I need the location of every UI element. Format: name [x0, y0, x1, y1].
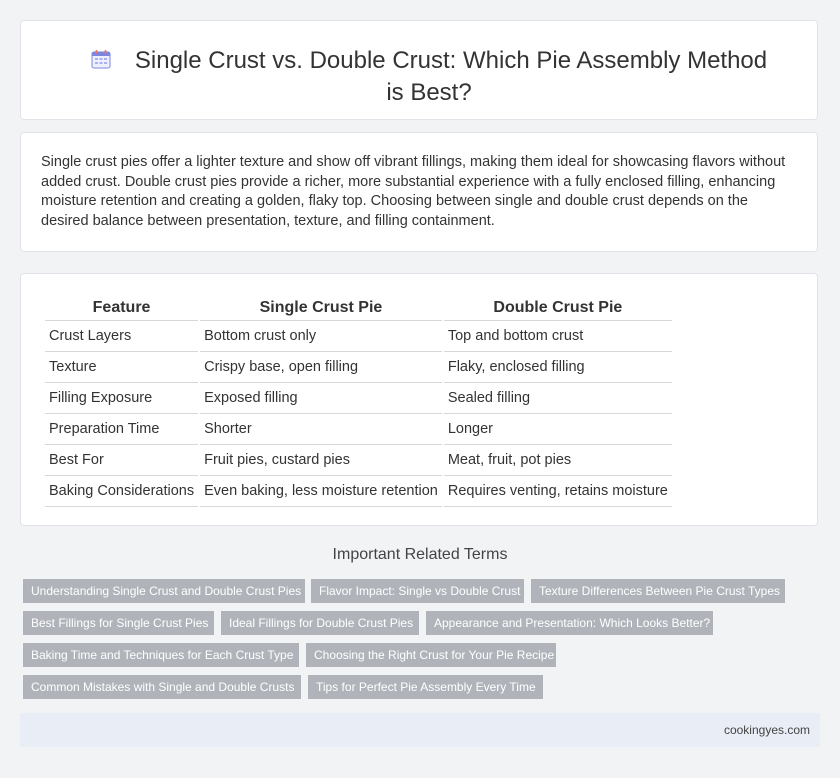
table-cell: Texture [45, 352, 198, 383]
column-header: Feature [45, 294, 198, 321]
table-cell: Best For [45, 445, 198, 476]
table-cell: Flaky, enclosed filling [444, 352, 672, 383]
table-row [45, 321, 672, 352]
summary-card [20, 132, 818, 252]
header-card [20, 20, 818, 120]
table-cell: Filling Exposure [45, 383, 198, 414]
related-term-tag[interactable]: Tips for Perfect Pie Assembly Every Time [308, 675, 543, 699]
table-cell: Sealed filling [444, 383, 672, 414]
table-cell: Meat, fruit, pot pies [444, 445, 672, 476]
page-title [81, 45, 777, 109]
related-term-tag[interactable]: Understanding Single Crust and Double Crust Pies [23, 579, 305, 603]
footer [20, 713, 820, 747]
summary-text: Single crust pies offer a lighter texture and show off vibrant fillings, making them ideal for showcasing flavors without added crust. Double crust pies provide a richer, more substantial experience with a fully enclosed filling, enhancing moisture retention and creating a golden, flaky top. Choosing between single and double crust depends on the desired balance between presentation, texture, and filling containment. [41, 154, 786, 229]
related-term-tag[interactable]: Baking Time and Techniques for Each Crust Type [23, 643, 299, 667]
table-row [45, 383, 672, 414]
page-title-text: Single Crust vs. Double Crust: Which Pie Assembly Method is Best? [134, 47, 768, 106]
column-header: Single Crust Pie [200, 294, 442, 321]
related-term-tag[interactable]: Flavor Impact: Single vs Double Crust [311, 579, 524, 603]
table-row [45, 476, 672, 507]
comparison-table [43, 294, 674, 507]
table-cell: Fruit pies, custard pies [200, 445, 442, 476]
table-cell: Crust Layers [45, 321, 198, 352]
table-cell: Baking Considerations [45, 476, 198, 507]
comparison-table-card [20, 273, 818, 526]
table-cell: Exposed filling [200, 383, 442, 414]
table-cell: Crispy base, open filling [200, 352, 442, 383]
related-terms-title: Important Related Terms [332, 546, 508, 563]
footer-site-name: cookingyes.com [723, 723, 810, 737]
column-header: Double Crust Pie [444, 294, 672, 321]
related-term-tag[interactable]: Appearance and Presentation: Which Looks Better? [426, 611, 713, 635]
table-row [45, 352, 672, 383]
table-cell: Top and bottom crust [444, 321, 672, 352]
table-cell: Bottom crust only [200, 321, 442, 352]
table-cell: Longer [444, 414, 672, 445]
table-row [45, 414, 672, 445]
table-cell: Shorter [200, 414, 442, 445]
related-term-tag[interactable]: Best Fillings for Single Crust Pies [23, 611, 214, 635]
table-header-row [45, 294, 672, 321]
related-term-tag[interactable]: Ideal Fillings for Double Crust Pies [221, 611, 419, 635]
related-term-tag[interactable]: Common Mistakes with Single and Double Crusts [23, 675, 301, 699]
table-cell: Requires venting, retains moisture [444, 476, 672, 507]
related-term-tag[interactable]: Choosing the Right Crust for Your Pie Recipe [306, 643, 556, 667]
related-term-tag[interactable]: Texture Differences Between Pie Crust Types [531, 579, 785, 603]
table-cell: Even baking, less moisture retention [200, 476, 442, 507]
table-cell: Preparation Time [45, 414, 198, 445]
table-row [45, 445, 672, 476]
calendar-icon [91, 49, 111, 69]
